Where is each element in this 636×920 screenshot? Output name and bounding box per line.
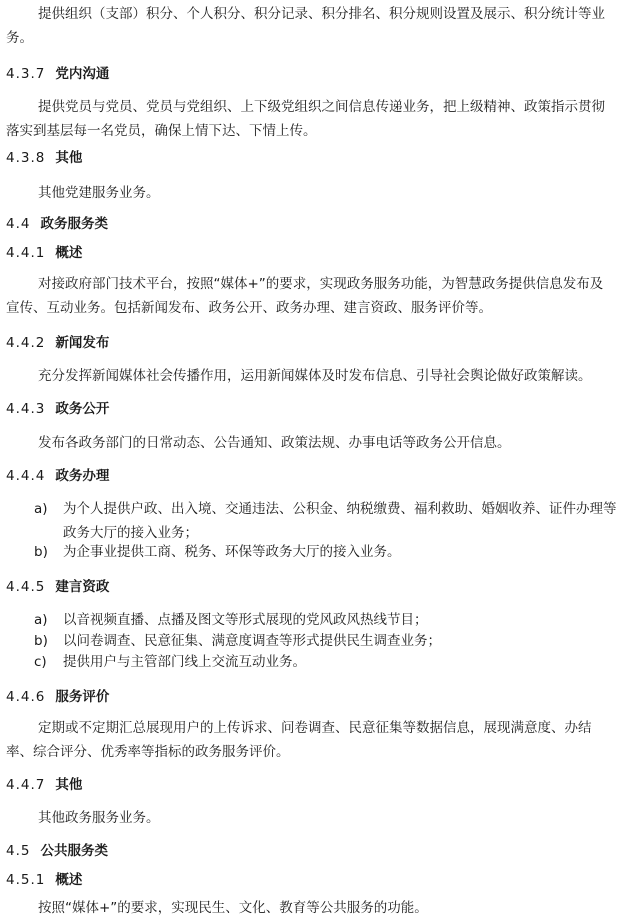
section-number: 4.5 <box>6 843 31 859</box>
section-number: 4.3.8 <box>6 150 46 166</box>
list-item-text: 为企事业提供工商、税务、环保等政务大厅的接入业务。 <box>63 544 401 560</box>
list-item-text: 政务大厅的接入业务； <box>63 525 198 541</box>
section-number: 4.4.3 <box>6 401 46 417</box>
paragraph <box>6 896 630 920</box>
list-item <box>34 650 306 674</box>
list-marker: c) <box>34 654 47 670</box>
section-heading <box>6 575 109 599</box>
section-title: 服务评价 <box>55 689 110 705</box>
section-number: 4.3.7 <box>6 66 46 82</box>
paragraph <box>6 2 630 50</box>
section-heading <box>6 212 108 236</box>
list-item-text: 以音视频直播、点播及图文等形式展现的党风政风热线节目； <box>63 612 428 628</box>
paragraph <box>6 716 630 764</box>
paragraph <box>6 431 630 455</box>
list-marker: a) <box>34 612 48 628</box>
section-title: 新闻发布 <box>55 335 110 351</box>
list-item <box>34 540 401 564</box>
section-heading <box>6 685 109 709</box>
section-title: 政务服务类 <box>40 216 108 232</box>
paragraph <box>6 364 630 388</box>
list-item-text: 提供用户与主管部门线上交流互动业务。 <box>63 654 306 670</box>
section-heading <box>6 331 109 355</box>
list-item <box>34 497 617 545</box>
section-number: 4.4 <box>6 216 31 232</box>
paragraph-line: 提供组织（支部）积分、个人积分、积分记录、积分排名、积分规则设置及展示、积分统计等业 <box>38 6 605 22</box>
paragraph-line: 提供党员与党员、党员与党组织、上下级党组织之间信息传递业务，把上级精神、政策指示贯彻 <box>38 99 605 115</box>
section-heading <box>6 146 82 170</box>
section-number: 4.4.7 <box>6 777 46 793</box>
section-number: 4.4.4 <box>6 468 46 484</box>
list-marker: b) <box>34 633 48 649</box>
section-heading <box>6 839 108 863</box>
section-heading <box>6 397 109 421</box>
list-item-text: 为个人提供户政、出入境、交通违法、公积金、纳税缴费、福利救助、婚姻收养、证件办理等 <box>63 501 617 517</box>
section-title: 政务办理 <box>55 468 110 484</box>
section-heading <box>6 868 82 892</box>
list-marker: b) <box>34 544 48 560</box>
paragraph-line: 其他党建服务业务。 <box>38 185 160 201</box>
section-title: 建言资政 <box>55 579 110 595</box>
section-heading <box>6 62 109 86</box>
section-title: 公共服务类 <box>40 843 108 859</box>
paragraph-line: 发布各政务部门的日常动态、公告通知、政策法规、办事电话等政务公开信息。 <box>38 435 511 451</box>
paragraph-line: 率、综合评分、优秀率等指标的政务服务评价。 <box>6 744 290 760</box>
section-title: 概述 <box>55 872 83 888</box>
section-title: 党内沟通 <box>55 66 110 82</box>
section-title: 概述 <box>55 245 83 261</box>
paragraph-line: 宣传、互动业务。包括新闻发布、政务公开、政务办理、建言资政、服务评价等。 <box>6 300 492 316</box>
paragraph-line: 其他政务服务业务。 <box>38 810 160 826</box>
paragraph-line: 按照“媒体+”的要求，实现民生、文化、教育等公共服务的功能。 <box>38 900 428 916</box>
paragraph-line: 落实到基层每一名党员，确保上情下达、下情上传。 <box>6 123 317 139</box>
paragraph <box>6 95 630 143</box>
section-title: 其他 <box>55 150 83 166</box>
section-heading <box>6 464 109 488</box>
section-number: 4.4.5 <box>6 579 46 595</box>
section-number: 4.4.6 <box>6 689 46 705</box>
paragraph-line: 务。 <box>6 30 33 46</box>
paragraph-line: 充分发挥新闻媒体社会传播作用，运用新闻媒体及时发布信息、引导社会舆论做好政策解读。 <box>38 368 592 384</box>
section-number: 4.4.1 <box>6 245 46 261</box>
list-marker: a) <box>34 501 48 517</box>
section-heading <box>6 773 82 797</box>
list-item-text: 以问卷调查、民意征集、满意度调查等形式提供民生调查业务； <box>63 633 441 649</box>
paragraph <box>6 272 630 320</box>
paragraph <box>6 181 630 205</box>
section-title: 其他 <box>55 777 83 793</box>
paragraph-line: 对接政府部门技术平台，按照“媒体+”的要求，实现政务服务功能，为智慧政务提供信息发布及 <box>38 276 604 292</box>
paragraph <box>6 806 630 830</box>
paragraph-line: 定期或不定期汇总展现用户的上传诉求、问卷调查、民意征集等数据信息，展现满意度、办结 <box>38 720 592 736</box>
section-title: 政务公开 <box>55 401 110 417</box>
section-heading <box>6 241 82 265</box>
section-number: 4.4.2 <box>6 335 46 351</box>
section-number: 4.5.1 <box>6 872 46 888</box>
